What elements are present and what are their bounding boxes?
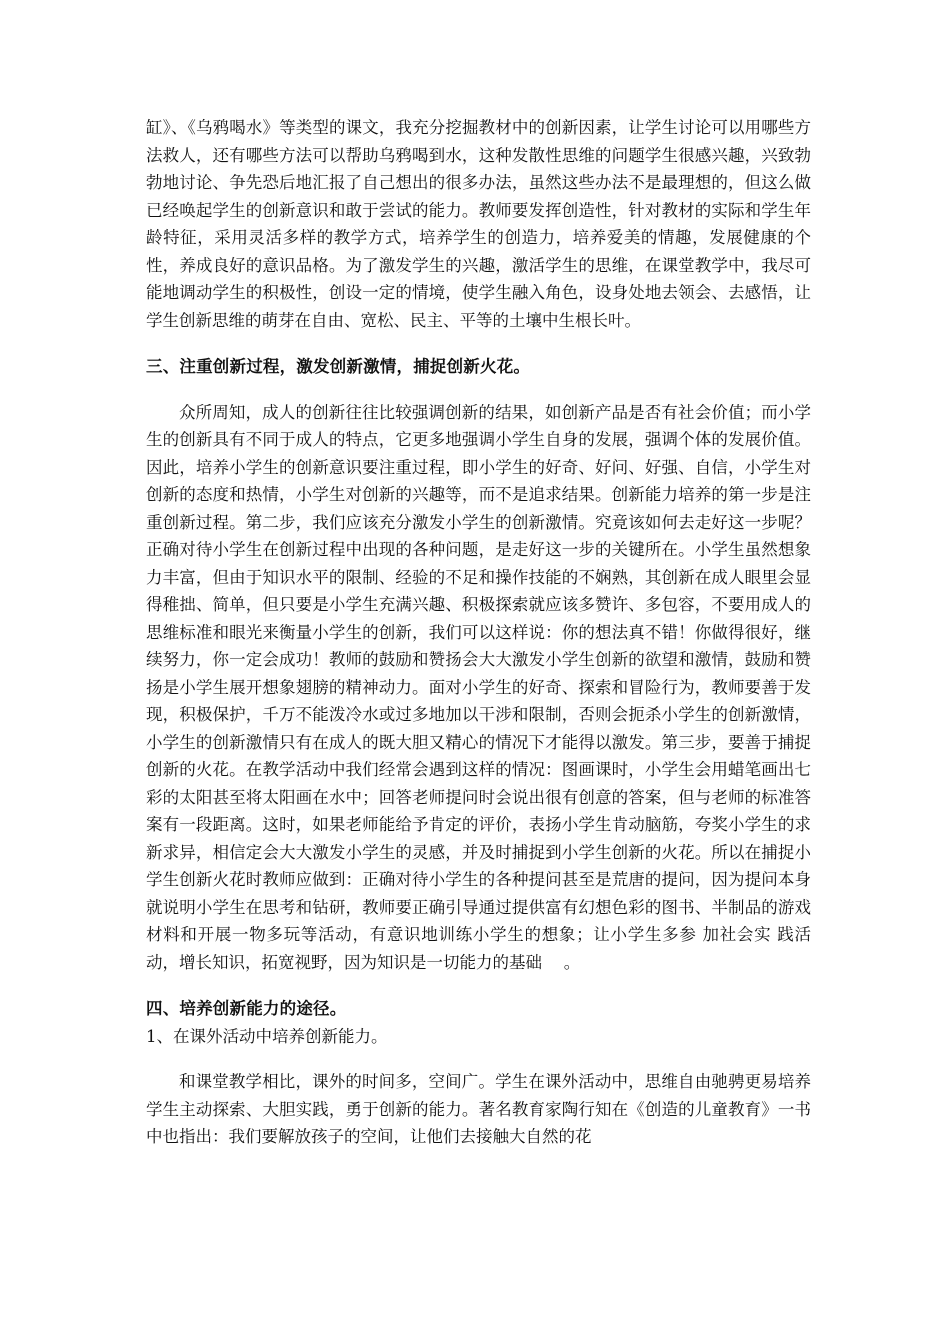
paragraph-extracurricular: 和课堂教学相比，课外的时间多，空间广。学生在课外活动中，思维自由驰骋更易培养学生主动探索、大胆实践，勇于创新的能力。著名教育家陶行知在《创造的儿童教育》一书中也指出：我们要解放孩子的空间，让他们去接触大自然的花	[146, 1072, 811, 1146]
section-heading-4: 四、培养创新能力的途径。	[146, 999, 347, 1018]
section-heading-3: 三、注重创新过程，激发创新激情，捕捉创新火花。	[146, 357, 531, 376]
paragraph-intro-continuation: 缸》、《乌鸦喝水》等类型的课文，我充分挖掘教材中的创新因素，让学生讨论可以用哪些方法救人，还有哪些方法可以帮助乌鸦喝到水，这种发散性思维的问题学生很感兴趣，兴致勃勃地讨论、争先恐后地汇报了自己想出的很多办法，虽然这些办法不是最理想的，但这么做已经唤起学生的创新意识和敢于尝试的能力。教师要发挥创造性，针对教材的实际和学生年龄特征，采用灵活多样的教学方式，培养学生的创造力，培养爱美的情趣，发展健康的个性，养成良好的意识品格。为了激发学生的兴趣，激活学生的思维，在课堂教学中，我尽可能地调动学生的积极性，创设一定的情境，使学生融入角色，设身处地去领会、去感悟，让学生创新思维的萌芽在自由、宽松、民主、平等的土壤中生根长叶。	[146, 118, 811, 330]
paragraph-creative-process: 众所周知，成人的创新往往比较强调创新的结果，如创新产品是否有社会价值；而小学生的创新具有不同于成人的特点，它更多地强调小学生自身的发展，强调个体的发展价值。因此，培养小学生的创新意识要注重过程，即小学生的好奇、好问、好强、自信，小学生对创新的态度和热情，小学生对创新的兴趣等，而不是追求结果。创新能力培养的第一步是注重创新过程。第二步，我们应该充分激发小学生的创新激情。究竟该如何去走好这一步呢？正确对待小学生在创新过程中出现的各种问题，是走好这一步的关键所在。小学生虽然想象力丰富，但由于知识水平的限制、经验的不足和操作技能的不娴熟，其创新在成人眼里会显得稚拙、简单，但只要是小学生充满兴趣、积极探索就应该多赞许、多包容，不要用成人的思维标准和眼光来衡量小学生的创新，我们可以这样说：你的想法真不错！你做得很好，继续努力，你一定会成功！教师的鼓励和赞扬会大大激发小学生创新的欲望和激情，鼓励和赞扬是小学生展开想象翅膀的精神动力。面对小学生的好奇、探索和冒险行为，教师要善于发现，积极保护，千万不能泼冷水或过多地加以干涉和限制，否则会扼杀小学生的创新激情，小学生的创新激情只有在成人的既大胆又精心的情况下才能得以激发。第三步，要善于捕捉创新的火花。在教学活动中我们经常会遇到这样的情况：图画课时，小学生会用蜡笔画出七彩的太阳甚至将太阳画在水中；回答老师提问时会说出很有创意的答案，但与老师的标准答案有一段距离。这时，如果老师能给予肯定的评价，表扬小学生肯动脑筋，夸奖小学生的求新求异，相信定会大大激发小学生的灵感，并及时捕捉到小学生创新的火花。所以在捕捉小学生创新火花时教师应做到：正确对待小学生的各种提问甚至是荒唐的提问，因为提问本身就说明小学生在思考和钻研，教师要正确引导通过提供富有幻想色彩的图书、半制品的游戏材料和开展一物多玩等活动，有意识地训练小学生的想象；让小学生多参 加社会实 践活动，增长知识，拓宽视野，因为知识是一切能力的基础 。	[146, 402, 811, 972]
document-body	[146, 114, 811, 1151]
subsection-heading-1: 1、在课外活动中培养创新能力。	[146, 1026, 388, 1046]
